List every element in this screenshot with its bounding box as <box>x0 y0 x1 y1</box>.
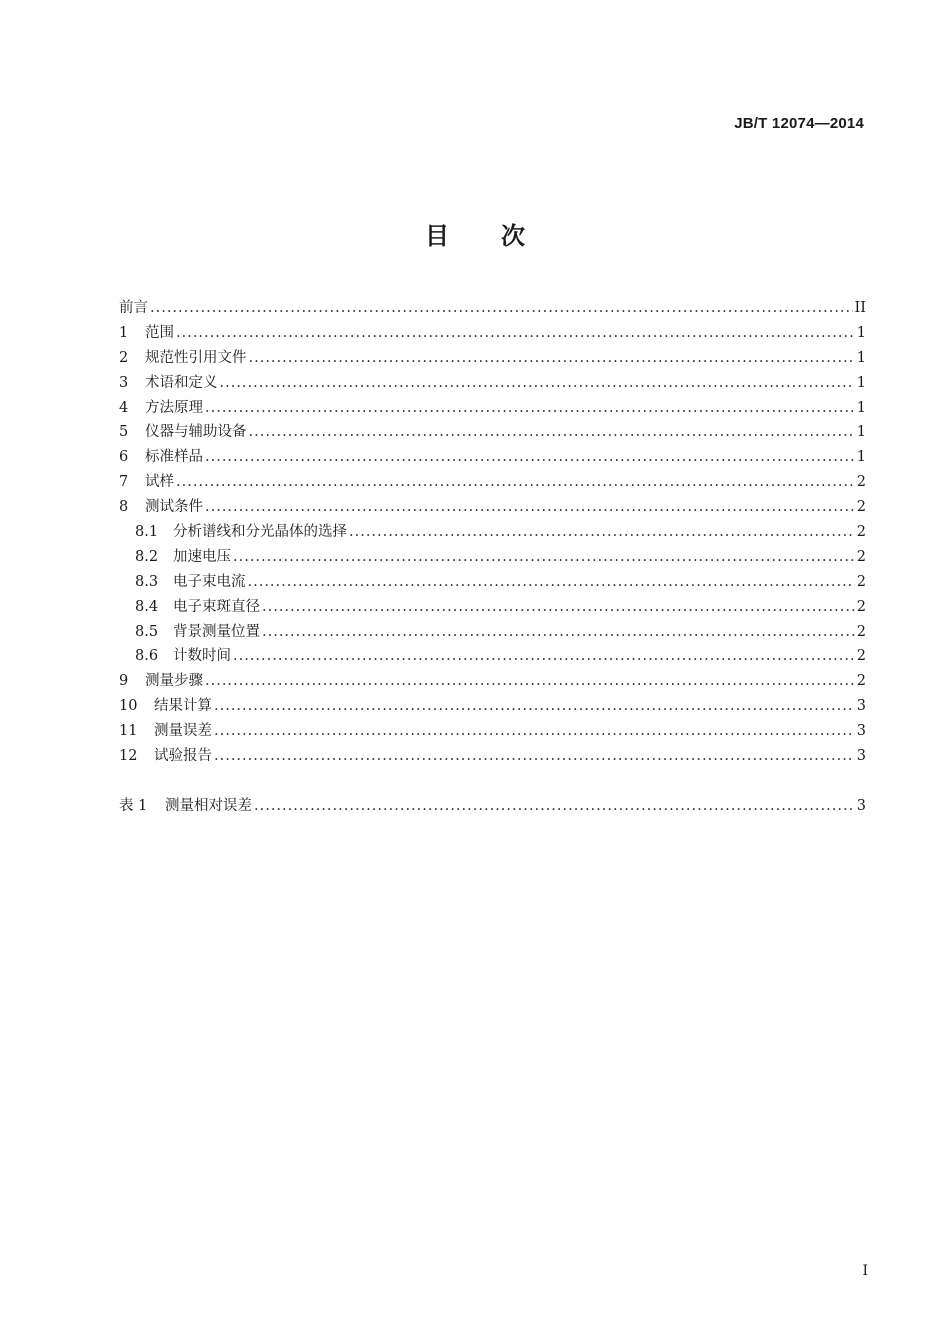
toc-leader <box>205 673 855 689</box>
toc-entry-6[interactable] <box>119 445 866 470</box>
toc-entry-page: II <box>854 300 866 316</box>
toc-leader <box>205 499 855 515</box>
toc-leader <box>150 300 853 316</box>
toc-leader <box>205 400 855 416</box>
toc-entry-page: 2 <box>856 673 866 690</box>
toc-entry-foreword[interactable] <box>119 296 866 321</box>
toc-entry-page: 2 <box>856 623 866 640</box>
toc-entry-8[interactable] <box>119 495 866 520</box>
toc-leader <box>262 624 855 640</box>
toc-leader <box>349 524 855 540</box>
toc-entry-page: 2 <box>856 499 866 516</box>
toc-entry-label: 术语和定义 <box>145 374 218 391</box>
toc-entry-number: 表 1 <box>119 797 148 814</box>
toc-entry-number: 8.2 <box>135 548 159 565</box>
toc-leader <box>176 474 855 490</box>
toc-entry-8-3[interactable] <box>119 570 866 595</box>
toc-entry-8-2[interactable] <box>119 545 866 570</box>
toc-entry-10[interactable] <box>119 694 866 719</box>
toc-entry-8-4[interactable] <box>119 595 866 620</box>
toc-leader <box>205 449 855 465</box>
toc-entry-number: 5 <box>119 424 129 441</box>
toc-entry-number: 8.5 <box>135 623 159 640</box>
toc-entry-page: 2 <box>856 524 866 541</box>
toc-entry-8-5[interactable] <box>119 620 866 645</box>
toc-entry-number: 12 <box>119 748 138 765</box>
toc-entry-number: 8.4 <box>135 598 159 615</box>
toc-leader <box>214 748 855 764</box>
toc-entry-label: 规范性引用文件 <box>145 349 247 366</box>
toc-entry-8-1[interactable] <box>119 520 866 545</box>
toc-entry-number: 9 <box>119 673 129 690</box>
toc-entry-page: 2 <box>856 548 866 565</box>
toc-entry-label: 标准样品 <box>145 449 203 466</box>
toc-entry-label: 电子束斑直径 <box>173 598 260 615</box>
toc-entry-number: 4 <box>119 399 129 416</box>
toc-entry-table-1[interactable] <box>119 794 866 819</box>
toc-entry-number: 1 <box>119 324 129 341</box>
toc-entry-number: 10 <box>119 698 138 715</box>
toc-entry-number: 3 <box>119 374 129 391</box>
toc-leader <box>249 424 855 440</box>
toc-entry-label: 试样 <box>145 474 174 491</box>
toc-entry-number: 8.1 <box>135 524 159 541</box>
toc-entry-page: 2 <box>856 648 866 665</box>
toc-entry-page: 3 <box>856 723 866 740</box>
toc-entry-page: 2 <box>856 598 866 615</box>
toc-entry-8-6[interactable] <box>119 644 866 669</box>
toc-entry-label: 测量误差 <box>154 723 212 740</box>
toc-entry-label: 方法原理 <box>145 399 203 416</box>
toc-entry-3[interactable] <box>119 371 866 396</box>
toc-leader <box>249 350 855 366</box>
toc-entry-1[interactable] <box>119 321 866 346</box>
toc-entry-page: 3 <box>856 748 866 765</box>
toc-entry-label: 测量相对误差 <box>165 797 252 814</box>
toc-entry-page: 1 <box>856 424 866 441</box>
toc-entry-page: 1 <box>856 449 866 466</box>
toc-entry-page: 2 <box>856 474 866 491</box>
toc-entry-page: 1 <box>856 374 866 391</box>
toc-leader <box>220 375 855 391</box>
toc-entry-page: 3 <box>856 797 866 814</box>
toc-entry-12[interactable] <box>119 744 866 769</box>
toc-entry-label: 计数时间 <box>173 648 231 665</box>
toc-leader <box>176 325 855 341</box>
toc-entry-2[interactable] <box>119 346 866 371</box>
toc-entry-5[interactable] <box>119 420 866 445</box>
toc-leader <box>214 723 855 739</box>
toc-entry-number: 2 <box>119 349 129 366</box>
toc-entry-number: 11 <box>119 723 138 740</box>
toc-entry-page: 2 <box>856 573 866 590</box>
toc-entry-number: 8.3 <box>135 573 159 590</box>
toc-entry-7[interactable] <box>119 470 866 495</box>
title-char-1: 目 <box>425 222 449 250</box>
toc-entry-page: 1 <box>856 349 866 366</box>
table-of-contents <box>119 296 866 819</box>
toc-entry-number: 8.6 <box>135 648 159 665</box>
toc-entry-page: 1 <box>856 399 866 416</box>
page-number: I <box>862 1263 868 1279</box>
toc-entry-label: 分析谱线和分光晶体的选择 <box>173 524 347 541</box>
toc-entry-label: 电子束电流 <box>173 573 246 590</box>
toc-entry-11[interactable] <box>119 719 866 744</box>
toc-leader <box>254 798 855 814</box>
toc-leader <box>214 698 855 714</box>
toc-entry-page: 3 <box>856 698 866 715</box>
toc-leader <box>248 574 855 590</box>
toc-entry-label: 结果计算 <box>154 698 212 715</box>
toc-entry-label: 加速电压 <box>173 548 231 565</box>
toc-entry-number: 6 <box>119 449 129 466</box>
toc-leader <box>262 599 855 615</box>
toc-entry-label: 前言 <box>119 300 148 316</box>
toc-entry-label: 仪器与辅助设备 <box>145 424 247 441</box>
toc-leader <box>233 648 855 664</box>
document-code: JB/T 12074—2014 <box>734 115 864 132</box>
toc-entry-label: 范围 <box>145 324 174 341</box>
toc-entry-4[interactable] <box>119 396 866 421</box>
toc-entry-9[interactable] <box>119 669 866 694</box>
toc-entry-number: 8 <box>119 499 129 516</box>
toc-leader <box>233 549 855 565</box>
toc-entry-number: 7 <box>119 474 129 491</box>
toc-entry-label: 试验报告 <box>154 748 212 765</box>
title-char-2: 次 <box>501 222 525 250</box>
toc-entry-page: 1 <box>856 324 866 341</box>
page-title <box>0 216 950 251</box>
toc-entry-label: 背景测量位置 <box>173 623 260 640</box>
toc-entry-label: 测试条件 <box>145 499 203 516</box>
toc-entry-label: 测量步骤 <box>145 673 203 690</box>
